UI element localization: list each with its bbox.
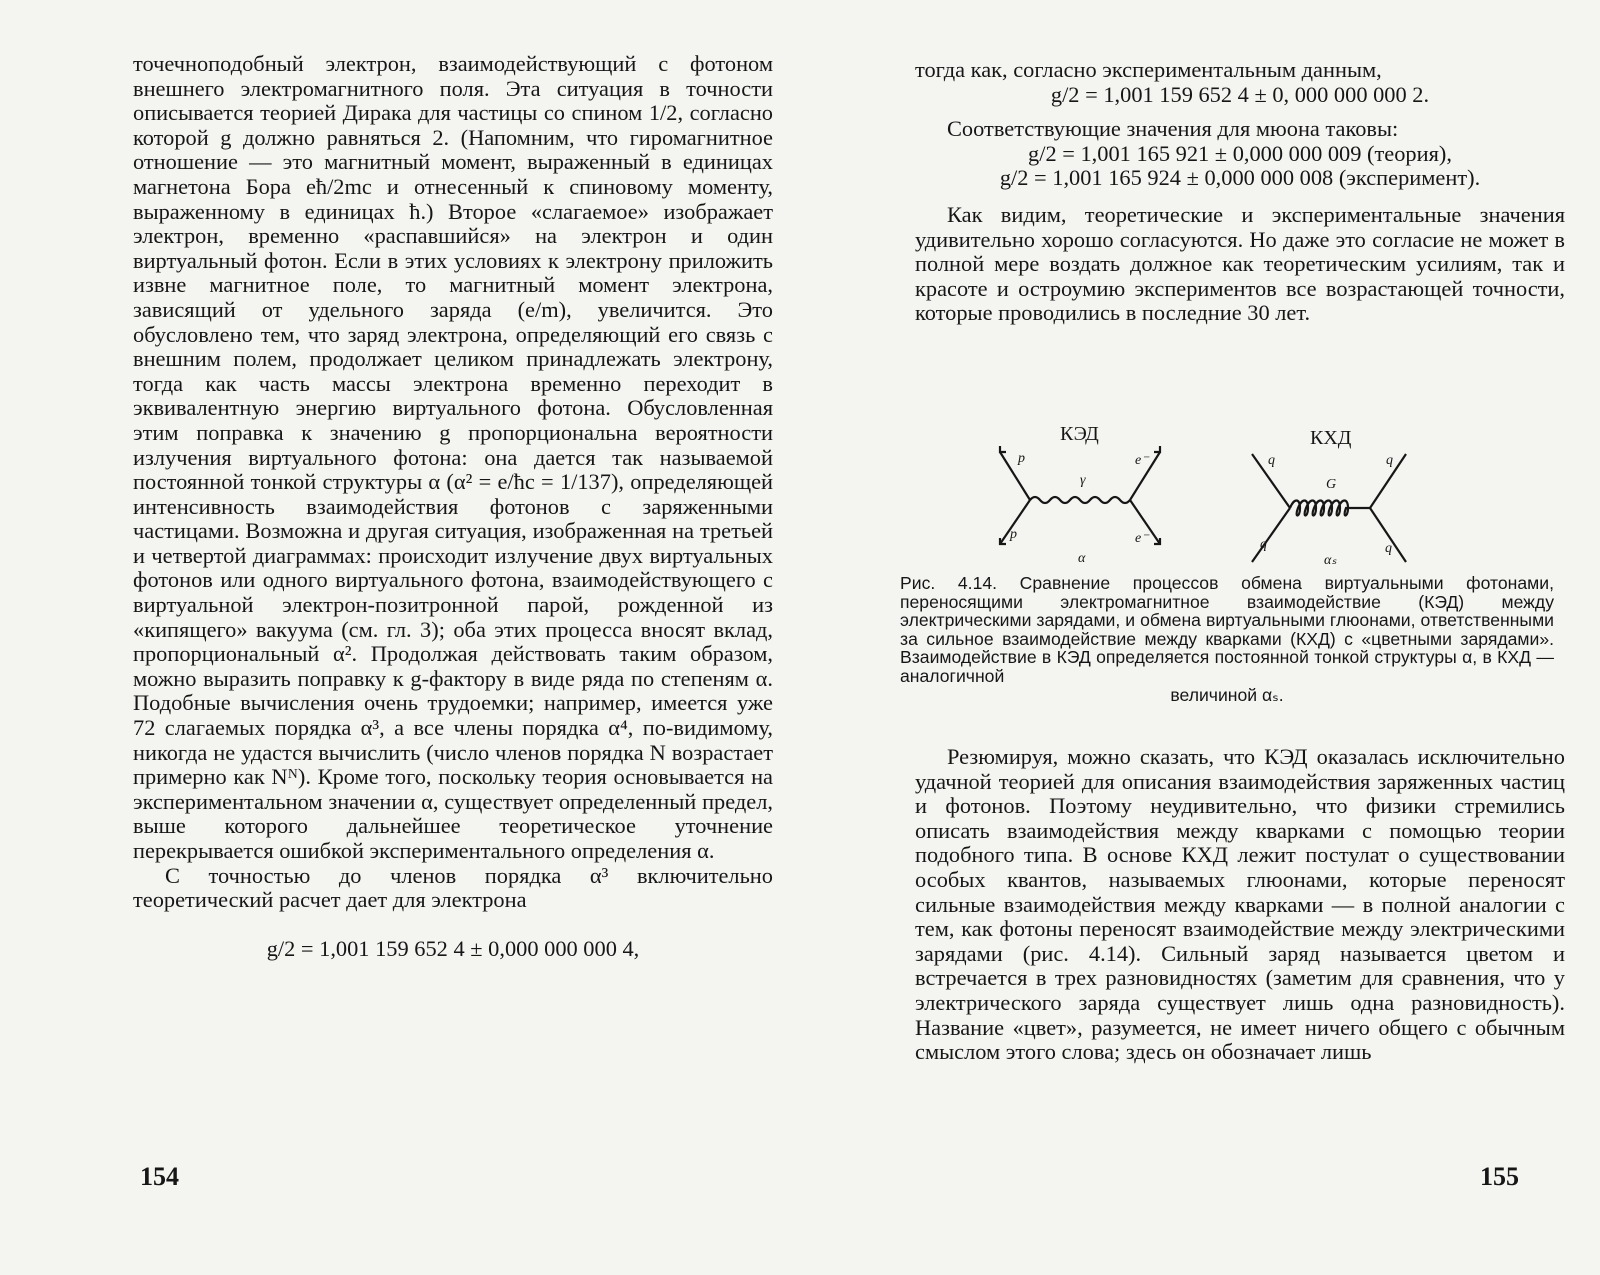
qed-arrow-tl — [1000, 446, 1006, 452]
electron-experiment-formula: g/2 = 1,001 159 652 4 ± 0, 000 000 000 2. — [1050, 81, 1430, 107]
figure-caption-text: Рис. 4.14. Сравнение процессов обмена виртуальными фотонами, переносящими электромагнитное взаимодействие (КЭД) между электрическими зарядами, и обмена виртуальными глюонами, ответственными за сильное взаимодействие между кварками (КХД) с «цветными зарядами». Взаимодействие в КЭД определяется постоянной тонкой структуры α, в КХД — аналогичной — [900, 573, 1554, 686]
qcd-label-q-bl: q — [1260, 537, 1267, 552]
qed-label-photon: γ — [1080, 473, 1086, 488]
qcd-label-coupling: αₛ — [1324, 553, 1337, 568]
qed-label-e-top: e⁻ — [1135, 453, 1149, 468]
qed-label: КЭД — [1060, 423, 1099, 445]
agreement-paragraph: Как видим, теоретические и экспериментальные значения удивительно хорошо согласуются. Но даже это согласие не может в полной мере воздать должное как теоретическим усилиям, так и красоте и остроумию экспериментов все возрастающей точности, которые проводились в последние 30 лет. — [915, 201, 1565, 326]
right-page-bottom-text — [915, 745, 1565, 1065]
qed-label-e-bottom: e⁻ — [1135, 531, 1149, 546]
page-number-right: 155 — [1480, 1162, 1519, 1191]
summary-paragraph: Резюмируя, можно сказать, что КЭД оказалась исключительно удачной теорией для описания взаимодействия заряженных частиц и фотонов. Поэтому неудивительно, что физики стремились описать взаимодействия между кварками с помощью теории подобного типа. В основе КХД лежит постулат о существовании особых квантов, называемых глюонами, которые переносят сильные взаимодействия между кварками — в полной аналогии с тем, как фотоны переносят взаимодействие между электрическими зарядами (рис. 4.14). Сильный заряд называется цветом и встречается в трех разновидностях (заметим для сравнения, что у электрического заряда существует лишь одна разновидность). Название «цвет», разумеется, не имеет ничего общего с обычным смыслом этого слова; здесь он обозначает лишь — [915, 744, 1565, 1065]
figure-caption-end: величиной αₛ. — [1170, 684, 1284, 705]
qed-label-p-bottom: p — [1010, 527, 1017, 542]
feynman-diagrams — [990, 422, 1550, 582]
right-page-top-text — [915, 58, 1565, 326]
qed-label-coupling: α — [1078, 551, 1086, 566]
muon-intro: Соответствующие значения для мюона таковы: — [947, 116, 1399, 142]
qed-p-in-line — [1000, 452, 1030, 500]
experimental-intro: тогда как, согласно экспериментальным данным, — [915, 57, 1382, 82]
muon-experiment-formula: g/2 = 1,001 165 924 ± 0,000 000 008 (эксперимент). — [999, 165, 1481, 191]
page-number-left: 154 — [140, 1162, 179, 1191]
qcd-diagram — [1252, 454, 1406, 562]
right-page — [800, 0, 1600, 1275]
qed-photon-line — [1030, 497, 1130, 503]
figure-caption — [900, 574, 1554, 704]
left-page-text — [133, 52, 773, 961]
qed-label-p-top: p — [1018, 451, 1025, 466]
qcd-label-gluon: G — [1326, 477, 1337, 492]
qed-arrow-tr — [1154, 446, 1160, 452]
qcd-gluon-line — [1290, 501, 1370, 516]
qcd-q-bl-line — [1252, 508, 1290, 562]
left-paragraph-2: С точностью до членов порядка α³ включительно теоретический расчет дает для электрона — [133, 862, 773, 913]
muon-theory-formula: g/2 = 1,001 165 921 ± 0,000 000 009 (теория), — [1028, 140, 1452, 166]
qcd-label: КХД — [1310, 427, 1352, 449]
qcd-label-q-br: q — [1385, 541, 1392, 556]
feynman-diagrams-svg — [990, 422, 1550, 582]
electron-theory-formula: g/2 = 1,001 159 652 4 ± 0,000 000 000 4, — [266, 935, 640, 961]
left-paragraph-1: точечноподобный электрон, взаимодействующий с фотоном внешнего электромагнитного поля. Эта ситуация в точности описывается теорией Дирака для частицы со спином 1/2, согласно которой g должно равняться 2. (Напомним, что гиромагнитное отношение — это магнитный момент, выраженный в единицах магнетона Бора eħ/2mc и отнесенный к спиновому моменту, выраженному в единицах ħ.) Второе «слагаемое» изображает электрон, временно «распавшийся» на электрон и один виртуальный фотон. Если в этих условиях к электрону приложить извне магнитное поле, то магнитный момент электрона, зависящий от удельного заряда (e/m), увеличится. Это обусловлено тем, что заряд электрона, определяющий его связь с внешним полем, продолжает целиком принадлежать электрону, тогда как часть массы электрона временно переходит в эквивалентную энергию виртуального фотона. Обусловленная этим поправка к значению g пропорциональна вероятности излучения виртуального фотона: она дается так называемой постоянной тонкой структуры α (α² = e/ħc = 1/137), определяющей интенсивность взаимодействия фотонов с заряженными частицами. Возможна и другая ситуация, изображенная на третьей и четвертой диаграммах: происходит излучение двух виртуальных фотонов или одного виртуального фотона, взаимодействующего с виртуальной электрон-позитронной парой, рожденной из «кипящего» вакуума (см. гл. 3); оба этих процесса вносят вклад, пропорциональный α². Продолжая действовать таким образом, можно выразить поправку к g-фактору в виде ряда по степеням α. Подобные вычисления очень трудоемки; например, имеется уже 72 слагаемых порядка α³, а все члены порядка α⁴, по-видимому, никогда не удастся вычислить (число членов порядка N возрастает примерно как Nᴺ). Кроме того, поскольку теория основывается на экспериментальном значении α, существует определенный предел, выше которого дальнейшее теоретическое уточнение перекрывается ошибкой экспериментального определения α. — [133, 51, 773, 863]
qcd-label-q-tl: q — [1268, 453, 1275, 468]
qcd-label-q-tr: q — [1386, 453, 1393, 468]
